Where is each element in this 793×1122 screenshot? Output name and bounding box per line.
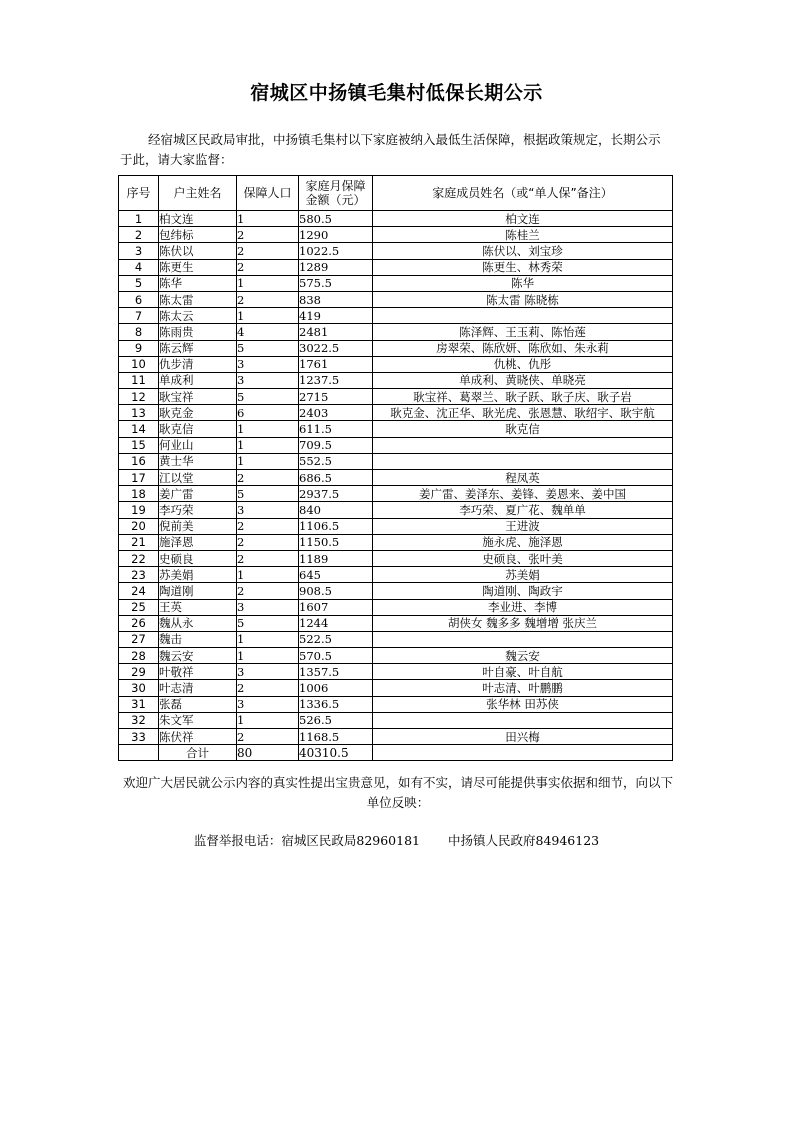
cell-members: 仇桃、仇彤 <box>373 356 673 372</box>
cell-people: 6 <box>237 405 299 421</box>
cell-amount: 580.5 <box>299 211 373 227</box>
cell-amount: 522.5 <box>299 631 373 647</box>
cell-members: 苏美娟 <box>373 567 673 583</box>
cell-amount: 1150.5 <box>299 534 373 550</box>
cell-householder: 陈云辉 <box>159 340 237 356</box>
cell-householder: 叶志清 <box>159 680 237 696</box>
cell-no: 32 <box>119 712 159 728</box>
cell-amount: 3022.5 <box>299 340 373 356</box>
cell-amount: 1189 <box>299 550 373 566</box>
cell-members <box>373 437 673 453</box>
cell-no: 8 <box>119 324 159 340</box>
table-row <box>119 308 673 324</box>
cell-people: 1 <box>237 437 299 453</box>
cell-householder: 朱文军 <box>159 712 237 728</box>
cell-amount: 2937.5 <box>299 486 373 502</box>
cell-no: 27 <box>119 631 159 647</box>
cell-people: 5 <box>237 486 299 502</box>
cell-amount: 686.5 <box>299 470 373 486</box>
cell-no: 2 <box>119 227 159 243</box>
cell-people: 1 <box>237 648 299 664</box>
cell-householder: 陶道刚 <box>159 583 237 599</box>
cell-amount: 1289 <box>299 259 373 275</box>
table-row <box>119 729 673 745</box>
cell-householder: 叶敬祥 <box>159 664 237 680</box>
table-row <box>119 615 673 631</box>
cell-people: 1 <box>237 275 299 291</box>
cell-householder: 耿克金 <box>159 405 237 421</box>
cell-total-people: 80 <box>237 745 299 761</box>
table-row <box>119 486 673 502</box>
cell-householder: 陈太云 <box>159 308 237 324</box>
cell-no: 20 <box>119 518 159 534</box>
cell-householder: 李巧荣 <box>159 502 237 518</box>
cell-members: 陈桂兰 <box>373 227 673 243</box>
cell-amount: 1022.5 <box>299 243 373 259</box>
cell-members: 叶志清、叶鹏鹏 <box>373 680 673 696</box>
cell-people: 2 <box>237 259 299 275</box>
cell-no: 23 <box>119 567 159 583</box>
table-row <box>119 437 673 453</box>
cell-members: 耿克金、沈正华、耿光虎、张恩慧、耿绍宇、耿宇航 <box>373 405 673 421</box>
cell-people: 1 <box>237 631 299 647</box>
table-row <box>119 583 673 599</box>
cell-members: 陈伏以、刘宝珍 <box>373 243 673 259</box>
cell-householder: 陈伏祥 <box>159 729 237 745</box>
cell-members <box>373 308 673 324</box>
cell-householder: 魏击 <box>159 631 237 647</box>
cell-people: 3 <box>237 664 299 680</box>
cell-no: 6 <box>119 291 159 307</box>
cell-amount: 1290 <box>299 227 373 243</box>
cell-people: 1 <box>237 308 299 324</box>
cell-householder: 史硕良 <box>159 550 237 566</box>
cell-members: 房翠荣、陈欣妍、陈欣如、朱永莉 <box>373 340 673 356</box>
cell-people: 3 <box>237 372 299 388</box>
cell-people: 2 <box>237 680 299 696</box>
cell-no: 15 <box>119 437 159 453</box>
cell-amount: 526.5 <box>299 712 373 728</box>
table-row <box>119 356 673 372</box>
cell-householder: 江以堂 <box>159 470 237 486</box>
table-row <box>119 372 673 388</box>
cell-no: 17 <box>119 470 159 486</box>
cell-members: 耿宝祥、葛翠兰、耿子跃、耿子庆、耿子岩 <box>373 389 673 405</box>
table-row <box>119 648 673 664</box>
cell-amount: 709.5 <box>299 437 373 453</box>
table-row <box>119 664 673 680</box>
cell-householder: 陈雨贵 <box>159 324 237 340</box>
assistance-table <box>118 175 673 761</box>
cell-members: 李巧荣、夏广花、魏单单 <box>373 502 673 518</box>
hotline-line <box>0 831 793 849</box>
table-row <box>119 259 673 275</box>
cell-householder: 苏美娟 <box>159 567 237 583</box>
cell-members <box>373 453 673 469</box>
cell-householder: 王英 <box>159 599 237 615</box>
cell-members: 王进波 <box>373 518 673 534</box>
cell-no: 26 <box>119 615 159 631</box>
cell-no: 5 <box>119 275 159 291</box>
cell-people: 3 <box>237 599 299 615</box>
cell-amount: 1106.5 <box>299 518 373 534</box>
cell-total-label: 合计 <box>159 745 237 761</box>
header-members: 家庭成员姓名（或“单人保”备注） <box>373 176 673 211</box>
cell-members: 李业进、李博 <box>373 599 673 615</box>
cell-people: 5 <box>237 340 299 356</box>
cell-members: 柏文连 <box>373 211 673 227</box>
cell-members: 姜广雷、姜泽东、姜锋、姜恩来、姜中国 <box>373 486 673 502</box>
cell-householder: 陈更生 <box>159 259 237 275</box>
cell-no: 33 <box>119 729 159 745</box>
cell-members: 施永虎、施泽恩 <box>373 534 673 550</box>
cell-no: 9 <box>119 340 159 356</box>
hotline-town-government: 中扬镇人民政府84946123 <box>448 833 600 848</box>
cell-no: 14 <box>119 421 159 437</box>
header-people: 保障人口 <box>237 176 299 211</box>
cell-people: 3 <box>237 502 299 518</box>
cell-amount: 575.5 <box>299 275 373 291</box>
cell-total-amount: 40310.5 <box>299 745 373 761</box>
feedback-notice: 欢迎广大居民就公示内容的真实性提出宝贵意见，如有不实，请尽可能提供事实依据和细节，向以下单位反映： <box>122 775 673 810</box>
cell-members <box>373 631 673 647</box>
page-title: 宿城区中扬镇毛集村低保长期公示 <box>250 82 543 104</box>
cell-no: 10 <box>119 356 159 372</box>
cell-no: 7 <box>119 308 159 324</box>
cell-members: 史硕良、张叶美 <box>373 550 673 566</box>
cell-amount: 645 <box>299 567 373 583</box>
cell-householder: 仇步清 <box>159 356 237 372</box>
cell-people: 1 <box>237 712 299 728</box>
cell-householder: 姜广雷 <box>159 486 237 502</box>
table-row <box>119 518 673 534</box>
cell-total-members-empty <box>373 745 673 761</box>
cell-people: 2 <box>237 291 299 307</box>
cell-people: 5 <box>237 389 299 405</box>
table-row <box>119 567 673 583</box>
cell-members: 陈更生、林秀荣 <box>373 259 673 275</box>
cell-amount: 908.5 <box>299 583 373 599</box>
cell-no: 13 <box>119 405 159 421</box>
cell-no: 19 <box>119 502 159 518</box>
cell-members: 胡侠女 魏多多 魏增增 张庆兰 <box>373 615 673 631</box>
table-row <box>119 550 673 566</box>
table-row <box>119 470 673 486</box>
table-row <box>119 340 673 356</box>
cell-householder: 何业山 <box>159 437 237 453</box>
cell-householder: 柏文连 <box>159 211 237 227</box>
cell-amount: 1336.5 <box>299 696 373 712</box>
cell-amount: 838 <box>299 291 373 307</box>
cell-amount: 1761 <box>299 356 373 372</box>
table-row <box>119 211 673 227</box>
cell-people: 1 <box>237 453 299 469</box>
cell-people: 2 <box>237 534 299 550</box>
cell-amount: 552.5 <box>299 453 373 469</box>
table-row <box>119 453 673 469</box>
cell-people: 2 <box>237 550 299 566</box>
cell-members: 叶自豪、叶自航 <box>373 664 673 680</box>
cell-amount: 2403 <box>299 405 373 421</box>
cell-amount: 2715 <box>299 389 373 405</box>
table-row <box>119 696 673 712</box>
cell-no: 16 <box>119 453 159 469</box>
cell-householder: 耿克信 <box>159 421 237 437</box>
cell-householder: 施泽恩 <box>159 534 237 550</box>
cell-no: 21 <box>119 534 159 550</box>
cell-people: 2 <box>237 227 299 243</box>
table-row <box>119 680 673 696</box>
table-row <box>119 405 673 421</box>
cell-amount: 1607 <box>299 599 373 615</box>
cell-amount: 840 <box>299 502 373 518</box>
table-row <box>119 389 673 405</box>
intro-paragraph: 经宿城区民政局审批，中扬镇毛集村以下家庭被纳入最低生活保障，根据政策规定，长期公示于此，请大家监督： <box>120 132 661 167</box>
cell-people: 2 <box>237 470 299 486</box>
cell-no: 29 <box>119 664 159 680</box>
table-row <box>119 275 673 291</box>
cell-no: 4 <box>119 259 159 275</box>
cell-amount: 1237.5 <box>299 372 373 388</box>
cell-no: 18 <box>119 486 159 502</box>
table-row <box>119 712 673 728</box>
cell-no: 12 <box>119 389 159 405</box>
cell-amount: 419 <box>299 308 373 324</box>
cell-members: 田兴梅 <box>373 729 673 745</box>
cell-members: 张华林 田苏侠 <box>373 696 673 712</box>
cell-no: 24 <box>119 583 159 599</box>
cell-members: 陈华 <box>373 275 673 291</box>
cell-people: 1 <box>237 211 299 227</box>
cell-householder: 陈伏以 <box>159 243 237 259</box>
cell-householder: 耿宝祥 <box>159 389 237 405</box>
table-header-row <box>119 176 673 211</box>
cell-members: 陈泽辉、王玉莉、陈怡莲 <box>373 324 673 340</box>
cell-total-empty <box>119 745 159 761</box>
cell-people: 3 <box>237 696 299 712</box>
table-row <box>119 243 673 259</box>
table-row <box>119 421 673 437</box>
cell-householder: 陈太雷 <box>159 291 237 307</box>
cell-householder: 张磊 <box>159 696 237 712</box>
cell-people: 2 <box>237 583 299 599</box>
cell-householder: 黄士华 <box>159 453 237 469</box>
cell-people: 3 <box>237 356 299 372</box>
cell-no: 3 <box>119 243 159 259</box>
cell-members: 耿克信 <box>373 421 673 437</box>
table-row <box>119 599 673 615</box>
cell-householder: 魏从永 <box>159 615 237 631</box>
table-row <box>119 534 673 550</box>
cell-members: 单成利、黄晓侠、单晓亮 <box>373 372 673 388</box>
cell-members: 陈太雷 陈晓栋 <box>373 291 673 307</box>
cell-no: 11 <box>119 372 159 388</box>
cell-members: 陶道刚、陶政宇 <box>373 583 673 599</box>
header-amount <box>299 176 373 211</box>
cell-householder: 单成利 <box>159 372 237 388</box>
cell-amount: 1168.5 <box>299 729 373 745</box>
table-row <box>119 502 673 518</box>
cell-members <box>373 712 673 728</box>
cell-amount: 1357.5 <box>299 664 373 680</box>
cell-people: 1 <box>237 421 299 437</box>
header-amount-line2: 金额（元） <box>305 193 366 207</box>
cell-no: 28 <box>119 648 159 664</box>
header-name: 户主姓名 <box>159 176 237 211</box>
cell-householder: 倪前美 <box>159 518 237 534</box>
cell-no: 22 <box>119 550 159 566</box>
cell-amount: 2481 <box>299 324 373 340</box>
table-total-row <box>119 745 673 761</box>
cell-amount: 1006 <box>299 680 373 696</box>
cell-householder: 包纬标 <box>159 227 237 243</box>
cell-amount: 1244 <box>299 615 373 631</box>
header-amount-line1: 家庭月保障 <box>305 179 366 193</box>
table-row <box>119 227 673 243</box>
cell-members: 程凤英 <box>373 470 673 486</box>
cell-amount: 611.5 <box>299 421 373 437</box>
cell-no: 30 <box>119 680 159 696</box>
cell-people: 5 <box>237 615 299 631</box>
cell-no: 25 <box>119 599 159 615</box>
cell-householder: 陈华 <box>159 275 237 291</box>
cell-people: 4 <box>237 324 299 340</box>
cell-members: 魏云安 <box>373 648 673 664</box>
hotline-civil-affairs: 监督举报电话：宿城区民政局82960181 <box>193 833 420 848</box>
cell-people: 1 <box>237 567 299 583</box>
cell-amount: 570.5 <box>299 648 373 664</box>
cell-no: 31 <box>119 696 159 712</box>
table-row <box>119 291 673 307</box>
cell-people: 2 <box>237 729 299 745</box>
cell-people: 2 <box>237 243 299 259</box>
table-row <box>119 324 673 340</box>
header-no: 序号 <box>119 176 159 211</box>
table-row <box>119 631 673 647</box>
cell-householder: 魏云安 <box>159 648 237 664</box>
cell-people: 2 <box>237 518 299 534</box>
cell-no: 1 <box>119 211 159 227</box>
